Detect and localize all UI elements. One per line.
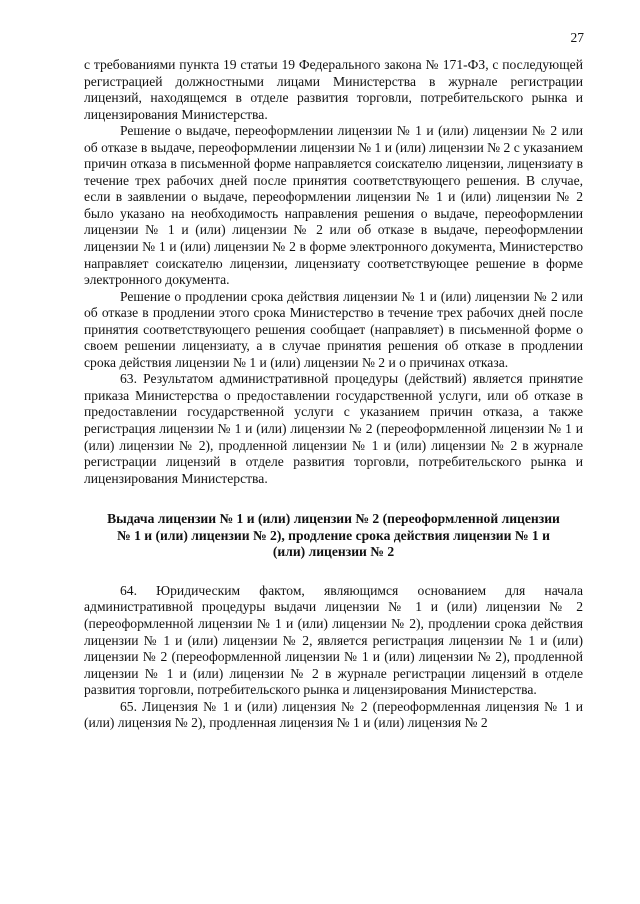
paragraph-63: 63. Результатом административной процедуры (действий) является принятие приказа Министерства о предоставлении государственной услуги, или об отказе в предоставлении государственной услуги с указанием причин отказа, а также регистрация лицензии № 1 и (или) лицензии № 2 (переоформленной лицензии № 1 и (или) лицензии № 2), продленной лицензии № 1 и (или) лицензии № 2 в журнале регистрации лицензий в отделе развития торговли, потребительского рынка и лицензирования Министерства.: [84, 371, 583, 486]
paragraph-64: 64. Юридическим фактом, являющимся основанием для начала административной процедуры выдачи лицензии № 1 и (или) лицензии № 2 (переоформленной лицензии № 1 и (или) лицензии № 2), продлении срока действия лицензии № 1 и (или) лицензии № 2, является регистрация лицензии № 1 и (или) лицензии № 2 (переоформленной лицензии № 1 и (или) лицензии № 2), продленной лицензии № 1 и (или) лицензии № 2 в журнале регистрации лицензий в отделе развития торговли, потребительского рынка и лицензирования Министерства.: [84, 582, 583, 698]
paragraph-decision-issue: Решение о выдаче, переоформлении лицензии № 1 и (или) лицензии № 2 или об отказе в выдаче, переоформлении лицензии № 1 и (или) лицензии № 2 с указанием причин отказа в письменной форме направляется соискателю лицензии, лицензиату в течение трех рабочих дней после принятия соответствующего решения. В случае, если в заявлении о выдаче, переоформлении лицензии № 1 и (или) лицензии № 2 было указано на необходимость направления решения о выдаче, переоформлении лицензии № 1 и (или) лицензии № 2 или об отказе в выдаче, переоформлении лицензии № 1 и (или) лицензии № 2 в форме электронного документа, Министерство направляет соискателю лицензии, лицензиату соответствующее решение в форме электронного документа.: [84, 123, 583, 288]
page-number: 27: [570, 30, 584, 45]
document-body: [84, 57, 583, 732]
paragraph-65: 65. Лицензия № 1 и (или) лицензия № 2 (переоформленная лицензия № 1 и (или) лицензия № 2), продленная лицензия № 1 и (или) лицензия № 2: [84, 698, 583, 731]
paragraph-decision-extend: Решение о продлении срока действия лицензии № 1 и (или) лицензии № 2 или об отказе в продлении этого срока Министерство в течение трех рабочих дней после принятия соответствующего решения сообщает (направляет) в письменной форме о своем решении лицензиату, а в случае принятия решения об отказе в продлении срока действия лицензии № 1 и (или) лицензии № 2 и о причинах отказа.: [84, 288, 583, 370]
section-heading: Выдача лицензии № 1 и (или) лицензии № 2 (переоформленной лицензии № 1 и (или) лицензии № 2), продление срока действия лицензии № 1 и (или) лицензии № 2: [107, 511, 560, 560]
paragraph-continuation: с требованиями пункта 19 статьи 19 Федерального закона № 171-ФЗ, с последующей регистрацией должностными лицами Министерства в журнале регистрации лицензий, находящемся в отделе развития торговли, потребительского рынка и лицензирования Министерства.: [84, 57, 583, 122]
